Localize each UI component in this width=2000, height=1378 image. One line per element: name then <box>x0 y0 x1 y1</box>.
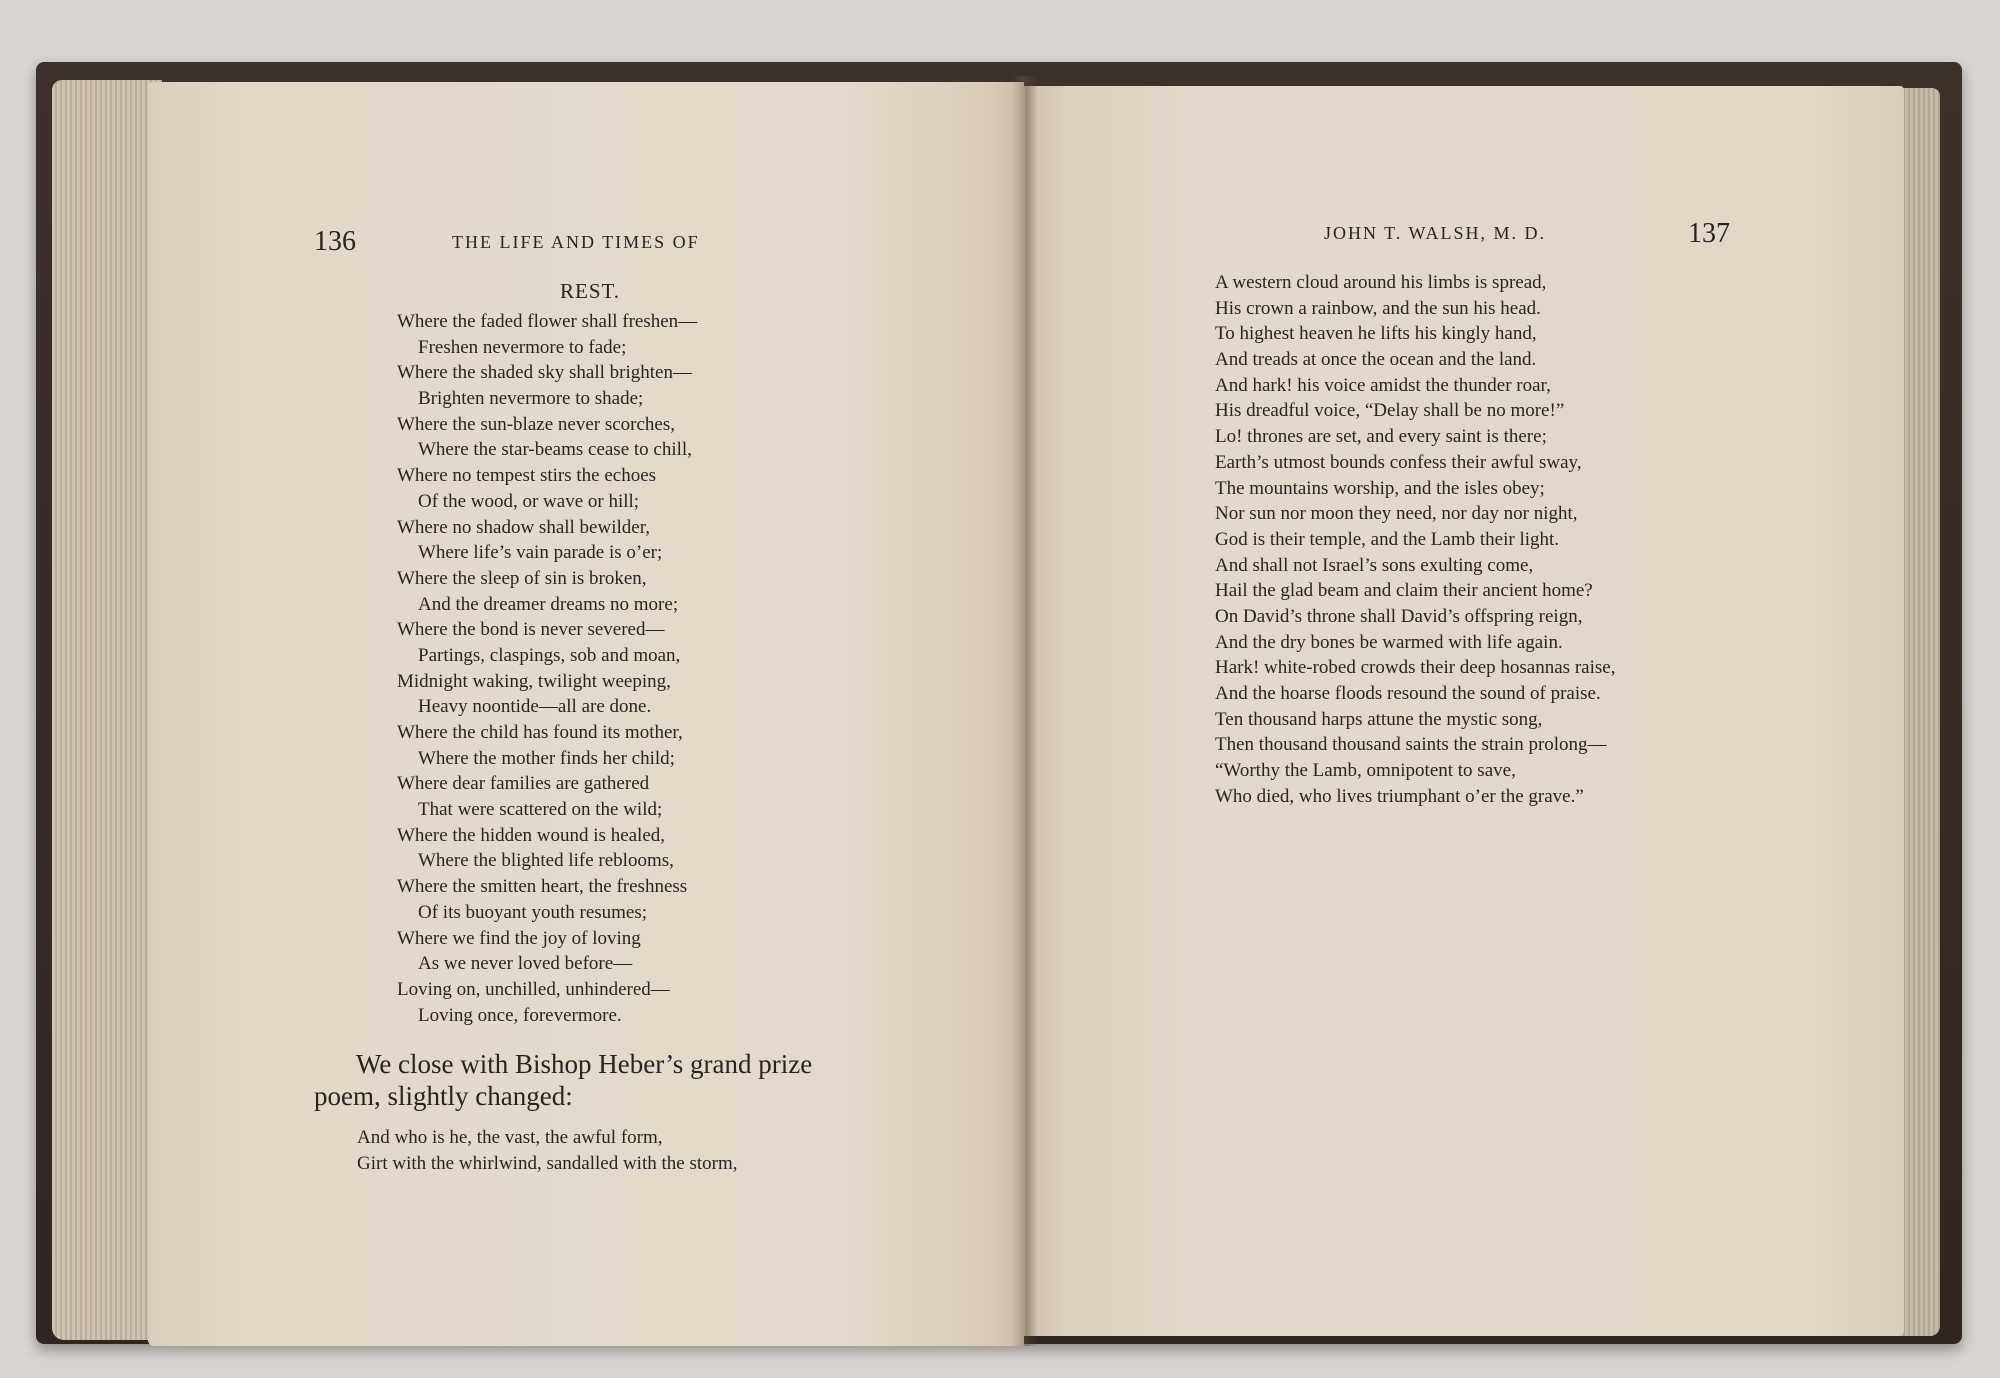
poem-line: And the hoarse floods resound the sound of praise. <box>1215 683 1601 704</box>
poem-line: Where the hidden wound is healed, <box>397 824 666 846</box>
poem-line: Loving once, forevermore. <box>418 1004 622 1026</box>
poem-line: Where the child has found its mother, <box>397 722 683 743</box>
poem-line: Nor sun nor moon they need, nor day nor night, <box>1215 503 1578 525</box>
poem-line: And treads at once the ocean and the land. <box>1215 349 1537 371</box>
poem-line: On David’s throne shall David’s offspring reign, <box>1215 605 1583 627</box>
left-page-number: 136 <box>314 226 356 257</box>
poem-line: Lo! thrones are set, and every saint is there; <box>1215 426 1547 448</box>
prose-paragraph <box>314 1048 874 1112</box>
poem-line: Earth’s utmost bounds confess their awful sway, <box>1215 451 1582 473</box>
poem-line: Where the faded flower shall freshen— <box>397 311 698 332</box>
book-gutter <box>1012 76 1038 1346</box>
poem-line: As we never loved before— <box>418 953 633 975</box>
poem-line: Girt with the whirlwind, sandalled with the storm, <box>357 1152 738 1174</box>
poem-line: Where the blighted life reblooms, <box>418 850 674 872</box>
poem-line: Partings, claspings, sob and moan, <box>418 644 681 666</box>
poem-line: Heavy noontide—all are done. <box>418 696 652 718</box>
poem-line: Brighten nevermore to shade; <box>418 388 644 410</box>
poem-line: Where the mother finds her child; <box>418 747 675 769</box>
poem-line: “Worthy the Lamb, omnipotent to save, <box>1215 760 1516 782</box>
poem-line: And the dreamer dreams no more; <box>418 593 679 615</box>
poem-line: Where the shaded sky shall brighten— <box>397 362 692 384</box>
poem-line: Hark! white-robed crowds their deep hosannas raise, <box>1215 657 1616 679</box>
poem-line: Loving on, unchilled, unhindered— <box>397 978 670 1000</box>
poem-line: Where the bond is never severed— <box>397 619 665 641</box>
right-page-number: 137 <box>1688 218 1730 249</box>
poem-line: Where the sun-blaze never scorches, <box>397 413 675 435</box>
rest-poem <box>397 309 697 1028</box>
poem-line: God is their temple, and the Lamb their light. <box>1215 528 1560 550</box>
poem-line: That were scattered on the wild; <box>418 799 663 821</box>
poem-title: REST. <box>560 279 621 303</box>
left-running-head: THE LIFE AND TIMES OF <box>452 232 700 252</box>
poem-line: His dreadful voice, “Delay shall be no more!” <box>1215 400 1565 422</box>
right-running-head: JOHN T. WALSH, M. D. <box>1324 223 1547 243</box>
poem-line: Then thousand thousand saints the strain prolong— <box>1215 734 1607 756</box>
poem-line: And hark! his voice amidst the thunder roar, <box>1215 374 1551 396</box>
poem-line: Midnight waking, twilight weeping, <box>397 670 671 692</box>
poem-line: Where the star-beams cease to chill, <box>418 439 692 461</box>
poem-line: Where no shadow shall bewilder, <box>397 516 651 538</box>
poem-line: Where life’s vain parade is o’er; <box>418 542 663 564</box>
poem-line: The mountains worship, and the isles obey; <box>1215 477 1545 499</box>
poem-line: Where the smitten heart, the freshness <box>397 876 688 898</box>
poem-line: Who died, who lives triumphant o’er the grave.” <box>1215 785 1584 807</box>
poem-line: To highest heaven he lifts his kingly hand, <box>1215 323 1537 345</box>
heber-poem-start <box>357 1125 737 1176</box>
poem-line: And the dry bones be warmed with life again. <box>1215 631 1563 653</box>
heber-poem-continued <box>1215 270 1615 809</box>
poem-line: Of the wood, or wave or hill; <box>418 490 640 512</box>
poem-line: Freshen nevermore to fade; <box>418 336 627 358</box>
poem-line: Where no tempest stirs the echoes <box>397 465 657 487</box>
poem-line: And who is he, the vast, the awful form, <box>357 1127 663 1148</box>
prose-line: poem, slightly changed: <box>314 1081 573 1111</box>
prose-line: We close with Bishop Heber’s grand prize <box>356 1049 813 1079</box>
poem-line: Hail the glad beam and claim their ancient home? <box>1215 580 1593 602</box>
poem-line: Where the sleep of sin is broken, <box>397 567 647 589</box>
poem-line: And shall not Israel’s sons exulting come, <box>1215 554 1534 576</box>
left-page-edges <box>52 80 162 1340</box>
poem-line: His crown a rainbow, and the sun his head. <box>1215 297 1541 319</box>
poem-line: Where we find the joy of loving <box>397 927 641 949</box>
poem-line: Of its buoyant youth resumes; <box>418 901 648 923</box>
poem-line: Ten thousand harps attune the mystic song, <box>1215 708 1543 730</box>
poem-line: A western cloud around his limbs is spread, <box>1215 272 1547 293</box>
poem-line: Where dear families are gathered <box>397 773 650 795</box>
